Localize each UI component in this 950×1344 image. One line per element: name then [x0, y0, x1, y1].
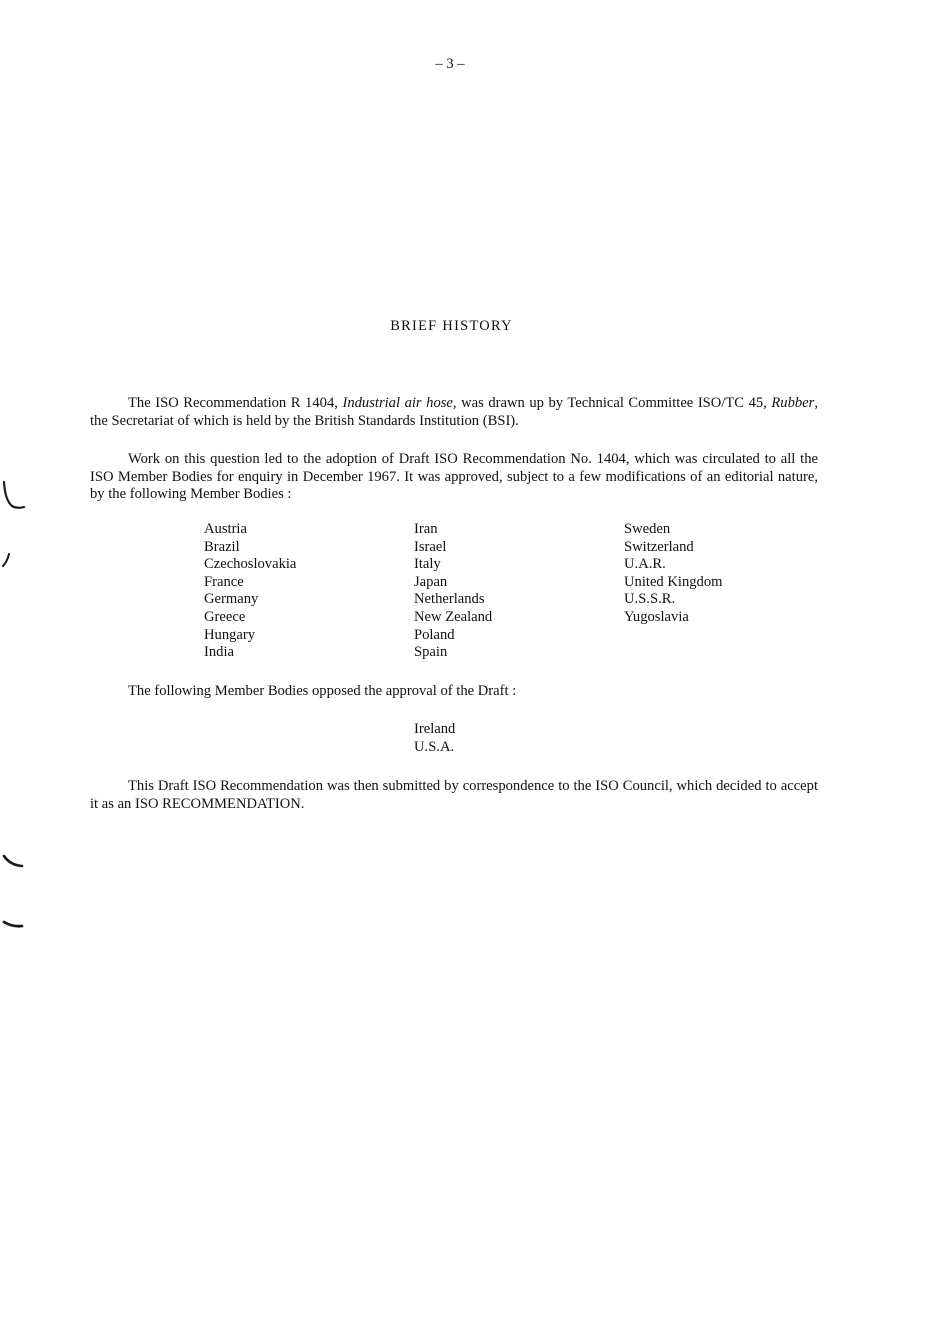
- member-body: Greece: [204, 608, 246, 625]
- member-body: New Zealand: [414, 608, 493, 625]
- member-body: Netherlands: [414, 591, 485, 608]
- member-body: Germany: [204, 591, 259, 608]
- opposing-member-body: Ireland: [414, 721, 456, 737]
- member-body: Czechoslovakia: [204, 556, 297, 573]
- member-body: Switzerland: [624, 538, 694, 555]
- member-body: Austria: [204, 521, 247, 537]
- approving-members-column-2: [414, 521, 492, 662]
- member-body: Poland: [414, 626, 455, 643]
- opposing-member-body: U.S.A.: [414, 738, 455, 755]
- member-body: Yugoslavia: [624, 608, 689, 625]
- member-body: U.A.R.: [624, 556, 666, 573]
- member-body: France: [204, 573, 244, 590]
- intro-paragraph: [90, 395, 818, 430]
- member-body: Spain: [414, 644, 448, 661]
- scan-mark: [0, 852, 26, 872]
- member-body: Japan: [414, 573, 448, 590]
- section-title: BRIEF HISTORY: [390, 318, 513, 334]
- adoption-paragraph: Work on this question led to the adoption of Draft ISO Recommendation No. 1404, which was circulated to all the ISO Member Bodies for enquiry in December 1967. It was approved, subject to a few modifications of an editorial nature, by the following Member Bodies :: [90, 451, 818, 503]
- approving-members-column-1: [204, 521, 296, 662]
- opposing-members-list: [414, 721, 455, 756]
- scan-mark: [0, 552, 14, 570]
- intro-text-2: , was drawn up by Technical Committee ISO/TC 45,: [452, 395, 772, 411]
- member-body: India: [204, 644, 234, 661]
- member-body: Sweden: [624, 521, 671, 537]
- recommendation-title: Industrial air hose: [342, 395, 453, 411]
- intro-text-3: , the Secretariat of which is held by the British Standards Institution (BSI).: [90, 395, 818, 429]
- scan-mark: [0, 918, 26, 934]
- member-body: Iran: [414, 521, 438, 537]
- committee-name: Rubber: [771, 395, 815, 411]
- opposed-paragraph: The following Member Bodies opposed the approval of the Draft :: [128, 683, 517, 699]
- member-body: Israel: [414, 538, 447, 555]
- scan-mark: [0, 480, 30, 514]
- page-number: – 3 –: [435, 56, 465, 72]
- intro-text-1: The ISO Recommendation R 1404,: [128, 395, 343, 411]
- member-body: Hungary: [204, 626, 256, 643]
- member-body: United Kingdom: [624, 573, 723, 590]
- member-body: U.S.S.R.: [624, 591, 676, 608]
- closing-paragraph: This Draft ISO Recommendation was then submitted by correspondence to the ISO Council, which decided to accept it as an ISO RECOMMENDATION.: [90, 778, 818, 812]
- approving-members-column-3: [624, 521, 723, 627]
- member-body: Brazil: [204, 538, 240, 555]
- member-body: Italy: [414, 556, 441, 573]
